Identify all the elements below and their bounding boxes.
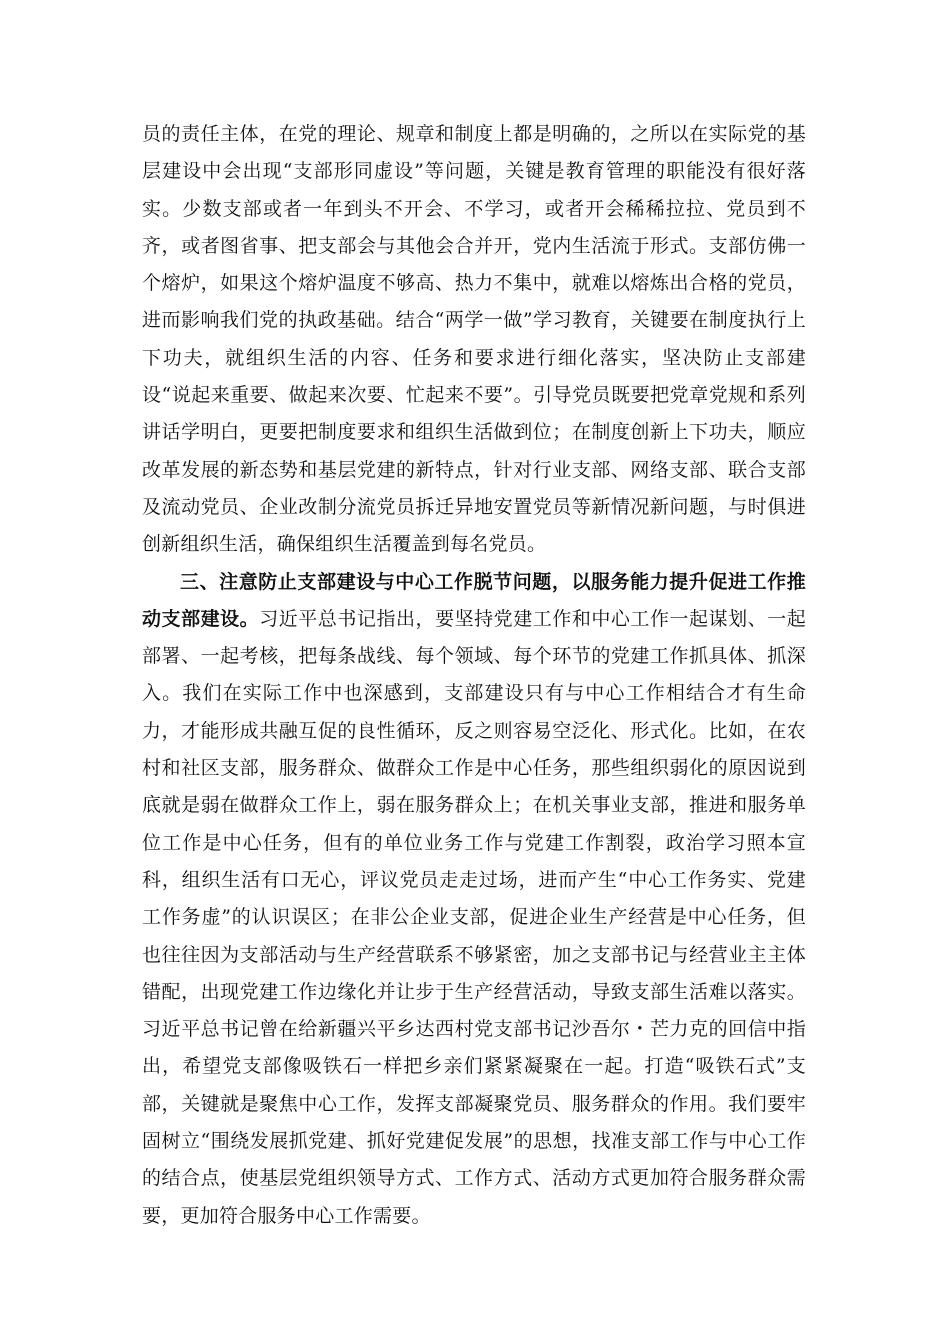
paragraph-continued: 员的责任主体，在党的理论、规章和制度上都是明确的，之所以在实际党的基层建设中会出现“支部形同虚设”等问题，关键是教育管理的职能没有很好落实。少数支部或者一年到头不开会、不学习，或者开会稀稀拉拉、党员到不齐，或者图省事、把支部会与其他会合并开，党内生活流于形式。支部仿佛一个熔炉，如果这个熔炉温度不够高、热力不集中，就难以熔炼出合格的党员，进而影响我们党的执政基础。结合“两学一做”学习教育，关键要在制度执行上下功夫，就组织生活的内容、任务和要求进行细化落实，坚决防止支部建设“说起来重要、做起来次要、忙起来不要”。引导党员既要把党章党规和系列讲话学明白，更要把制度要求和组织生活做到位；在制度创新上下功夫，顺应改革发展的新态势和基层党建的新特点，针对行业支部、网络支部、联合支部及流动党员、企业改制分流党员拆迁异地安置党员等新情况新问题，与时俱进创新组织生活，确保组织生活覆盖到每名党员。: [142, 123, 806, 556]
section-three-heading: 三、注意防止支部建设与中心工作脱节问题，以服务能力提升促进工作推动支部建设。: [142, 570, 806, 630]
document-body: [142, 116, 806, 1235]
paragraph-section-three: [142, 564, 806, 1235]
section-three-body: 习近平总书记指出，要坚持党建工作和中心工作一起谋划、一起部署、一起考核，把每条战线、每个领域、每个环节的党建工作抓具体、抓深入。我们在实际工作中也深感到，支部建设只有与中心工作相结合才有生命力，才能形成共融互促的良性循环，反之则容易空泛化、形式化。比如，在农村和社区支部，服务群众、做群众工作是中心任务，那些组织弱化的原因说到底就是弱在做群众工作上，弱在服务群众上；在机关事业支部，推进和服务单位工作是中心任务，但有的单位业务工作与党建工作割裂，政治学习照本宣科，组织生活有口无心，评议党员走走过场，进而产生“中心工作务实、党建工作务虚”的认识误区；在非公企业支部，促进企业生产经营是中心任务，但也往往因为支部活动与生产经营联系不够紧密，加之支部书记与经营业主主体错配，出现党建工作边缘化并让步于生产经营活动，导致支部生活难以落实。习近平总书记曾在给新疆兴平乡达西村党支部书记沙吾尔・芒力克的回信中指出，希望党支部像吸铁石一样把乡亲们紧紧凝聚在一起。打造“吸铁石式”支部，关键就是聚焦中心工作，发挥支部凝聚党员、服务群众的作用。我们要牢固树立“围绕发展抓党建、抓好党建促发展”的思想，找准支部工作与中心工作的结合点，使基层党组织领导方式、工作方式、活动方式更加符合服务群众需要，更加符合服务中心工作需要。: [142, 607, 806, 1227]
